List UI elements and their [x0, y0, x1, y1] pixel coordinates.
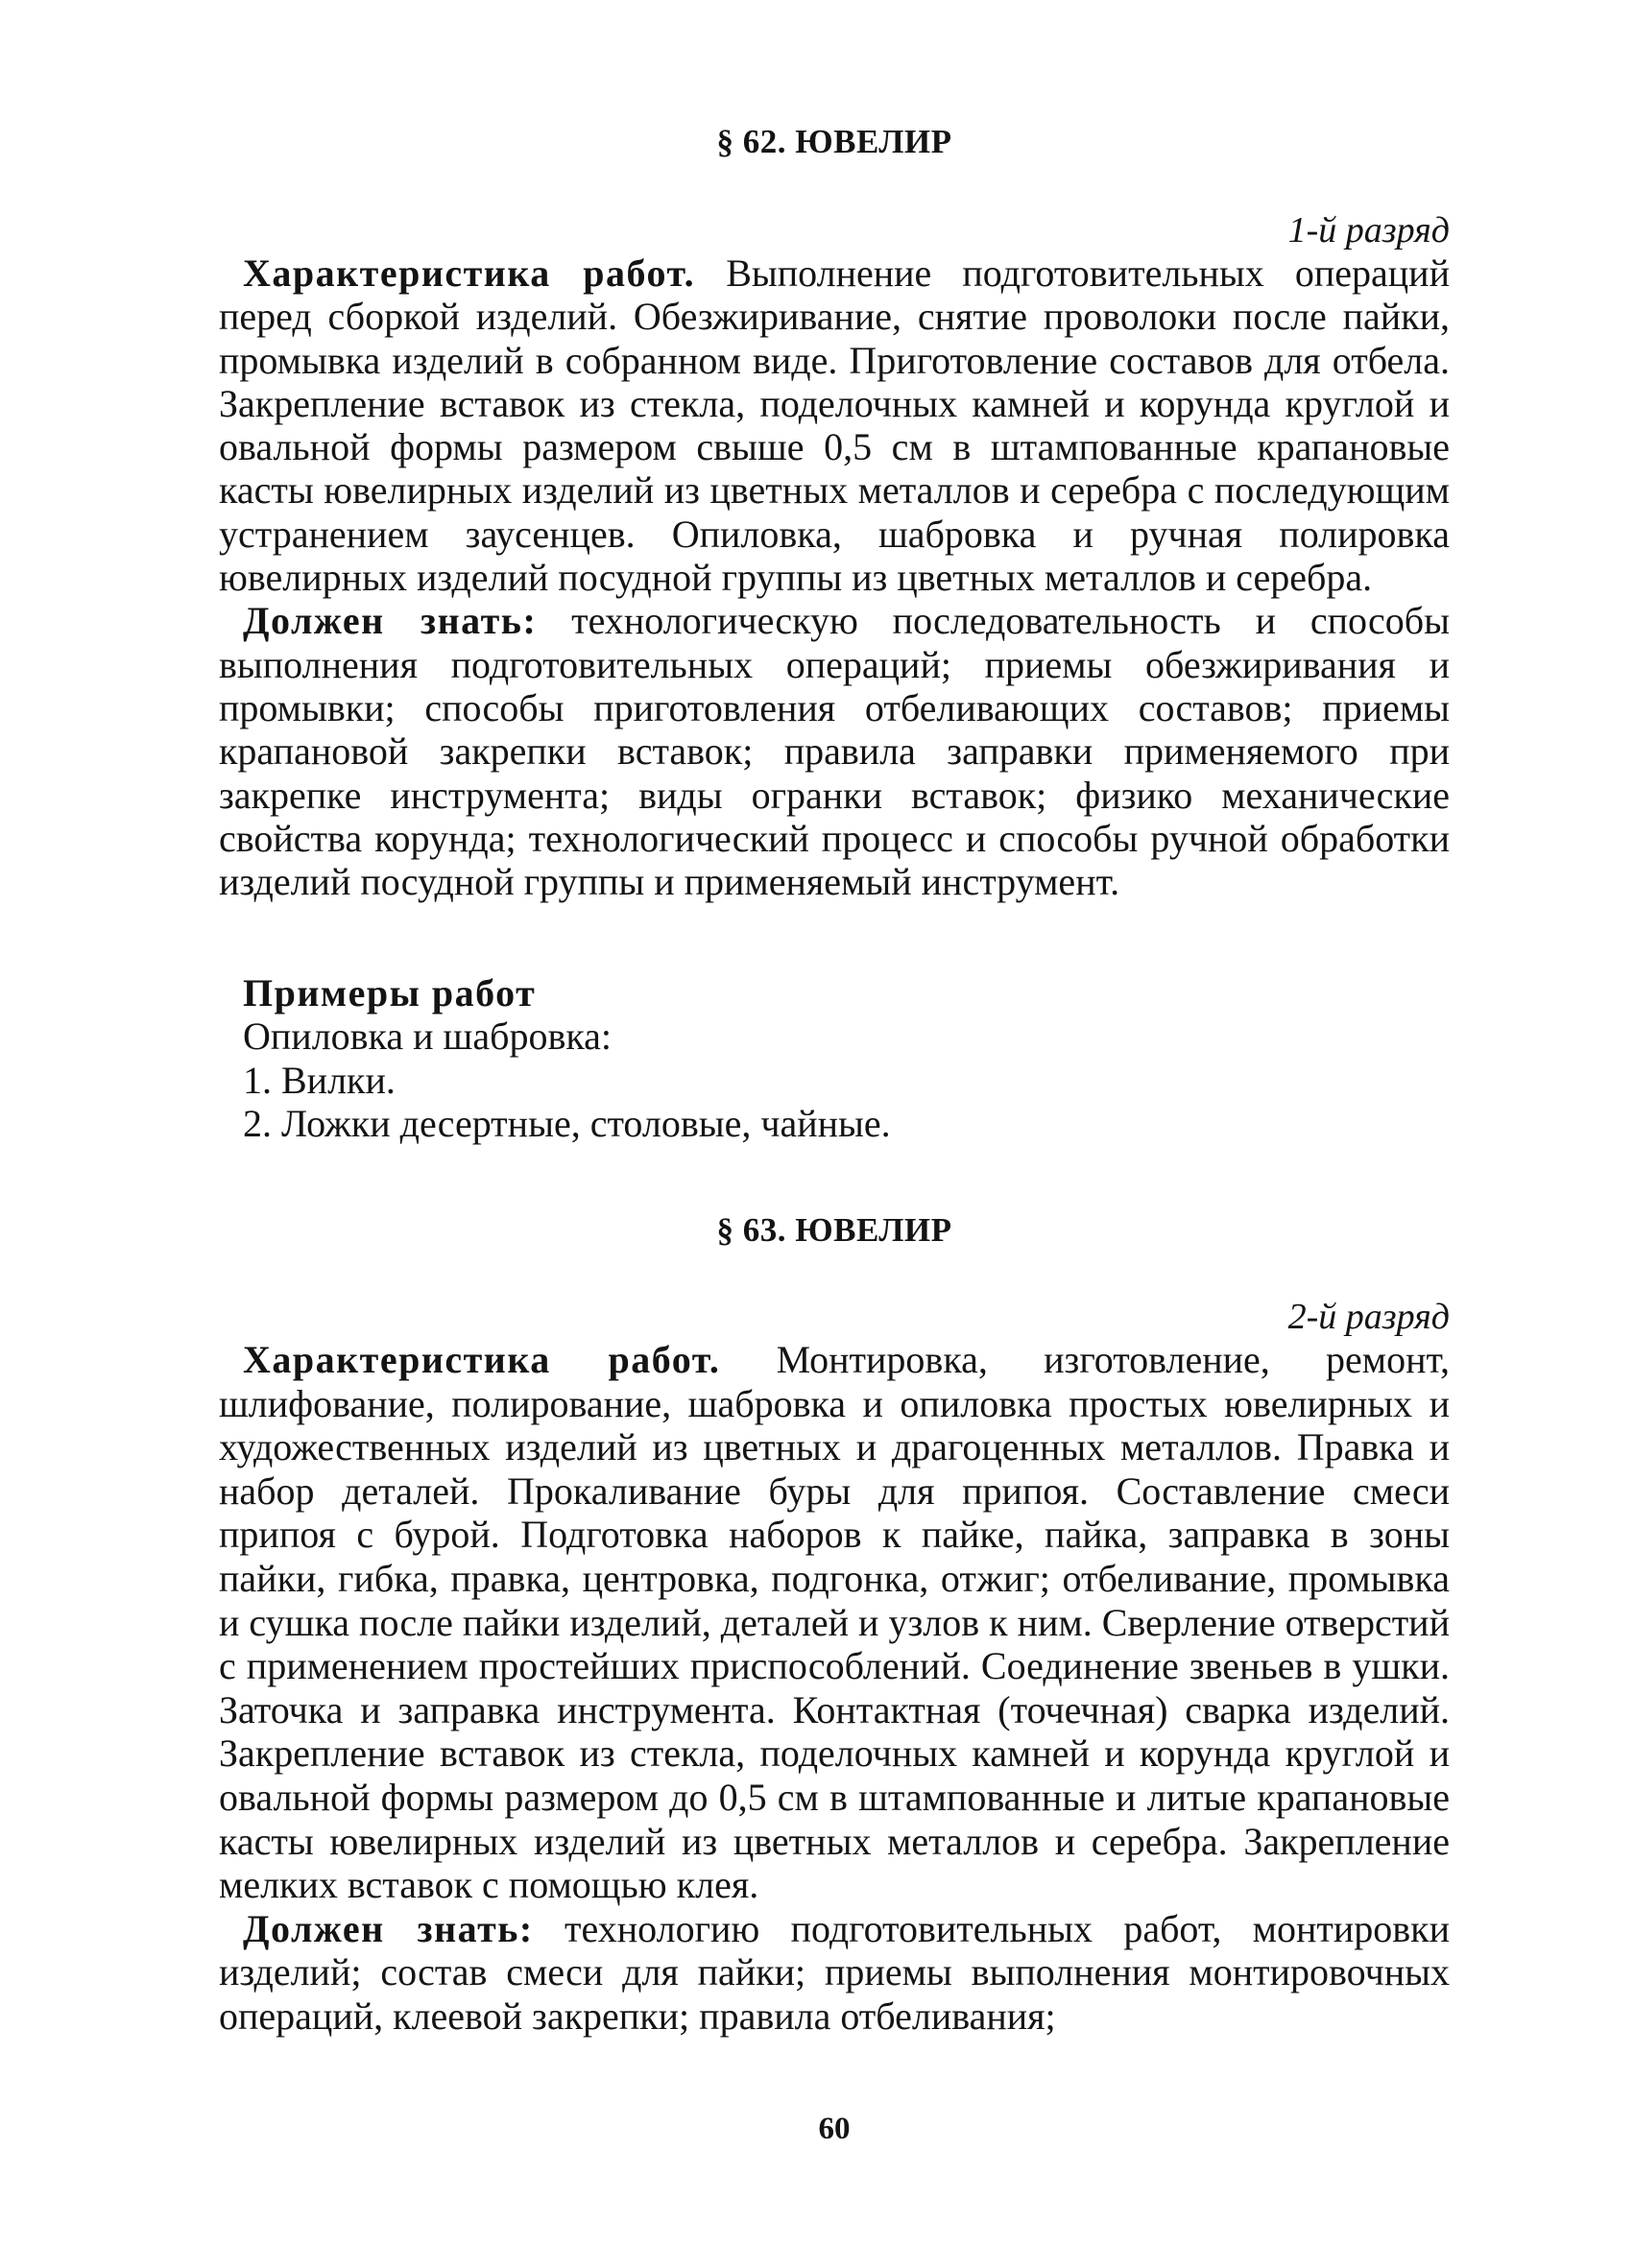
section-63-heading: § 63. ЮВЕЛИР [716, 1211, 952, 1249]
example-item: 2. Ложки десертные, столовые, чайные. [243, 1101, 891, 1145]
section-62-grade: 1-й разряд [1287, 210, 1450, 251]
section-63-grade: 2-й разряд [1287, 1297, 1450, 1337]
example-item: 1. Вилки. [243, 1058, 396, 1102]
examples-label: Примеры работ [243, 971, 537, 1015]
characteristic-text: Монтировка, изготовление, ремонт, шлифование, полирование, шабровка и опиловка простых ювелирных и художественных изделий из цветных и драгоценных металлов. Правка и набор деталей. Прокаливание буры для припоя. Составление смеси припоя с бурой. Подготовка наборов к пайке, пайка, заправка в зоны пайки, гибка, правка, центровка, подгонка, отжиг; отбеливание, промывка и сушка после пайки изделий, деталей и узлов к ним. Сверление отверстий с применением простейших приспособлений. Соединение звеньев в ушки. Заточка и заправка инструмента. Контактная (точечная) сварка изделий. Закрепление вставок из стекла, поделочных камней и корунда круглой и овальной формы размером до 0,5 см в штампованные и литые крапановые касты ювелирных изделий из цветных металлов и серебра. Закрепление мелких вставок с помощью клея. [219, 1338, 1450, 1907]
characteristic-label: Характеристика работ. [243, 1338, 721, 1381]
section-62-knowledge [219, 599, 1450, 903]
section-63-characteristic [219, 1338, 1450, 1907]
characteristic-text: Выполнение подготовительных операций перед сборкой изделий. Обезжиривание, снятие проволоки после пайки, промывка изделий в собранном виде. Приготовление составов для отбела. Закрепление вставок из стекла, поделочных камней и корунда круглой и овальной формы размером свыше 0,5 см в штампованные крапановые касты ювелирных изделий из цветных металлов и серебра с последующим устранением заусенцев. Опиловка, шабровка и ручная полировка ювелирных изделий посудной группы из цветных металлов и серебра. [219, 251, 1450, 600]
section-62-body [219, 251, 1450, 903]
section-62-examples [243, 971, 891, 1145]
examples-intro: Опиловка и шабровка: [243, 1015, 613, 1059]
knowledge-text: технологическую последовательность и способы выполнения подготовительных операций; приемы обезжиривания и промывки; способы приготовления отбеливающих составов; приемы крапановой закрепки вставок; правила заправки применяемого при закрепке инструмента; виды огранки вставок; физико механические свойства корунда; технологический процесс и способы ручной обработки изделий посудной группы и применяемый инструмент. [219, 599, 1450, 904]
section-62-characteristic [219, 251, 1450, 599]
document-page [219, 0, 1450, 2268]
knowledge-text: технологию подготовительных работ, монтировки изделий; состав смеси для пайки; приемы выполнения монтировочных операций, клеевой закрепки; правила отбеливания; [219, 1906, 1451, 2038]
characteristic-label: Характеристика работ. [243, 251, 696, 295]
section-63-knowledge [219, 1907, 1450, 2039]
knowledge-label: Должен знать: [243, 599, 538, 643]
page-number: 60 [818, 2112, 851, 2146]
section-63-body [219, 1338, 1450, 2039]
section-62-heading: § 62. ЮВЕЛИР [716, 123, 952, 160]
knowledge-label: Должен знать: [243, 1906, 534, 1950]
